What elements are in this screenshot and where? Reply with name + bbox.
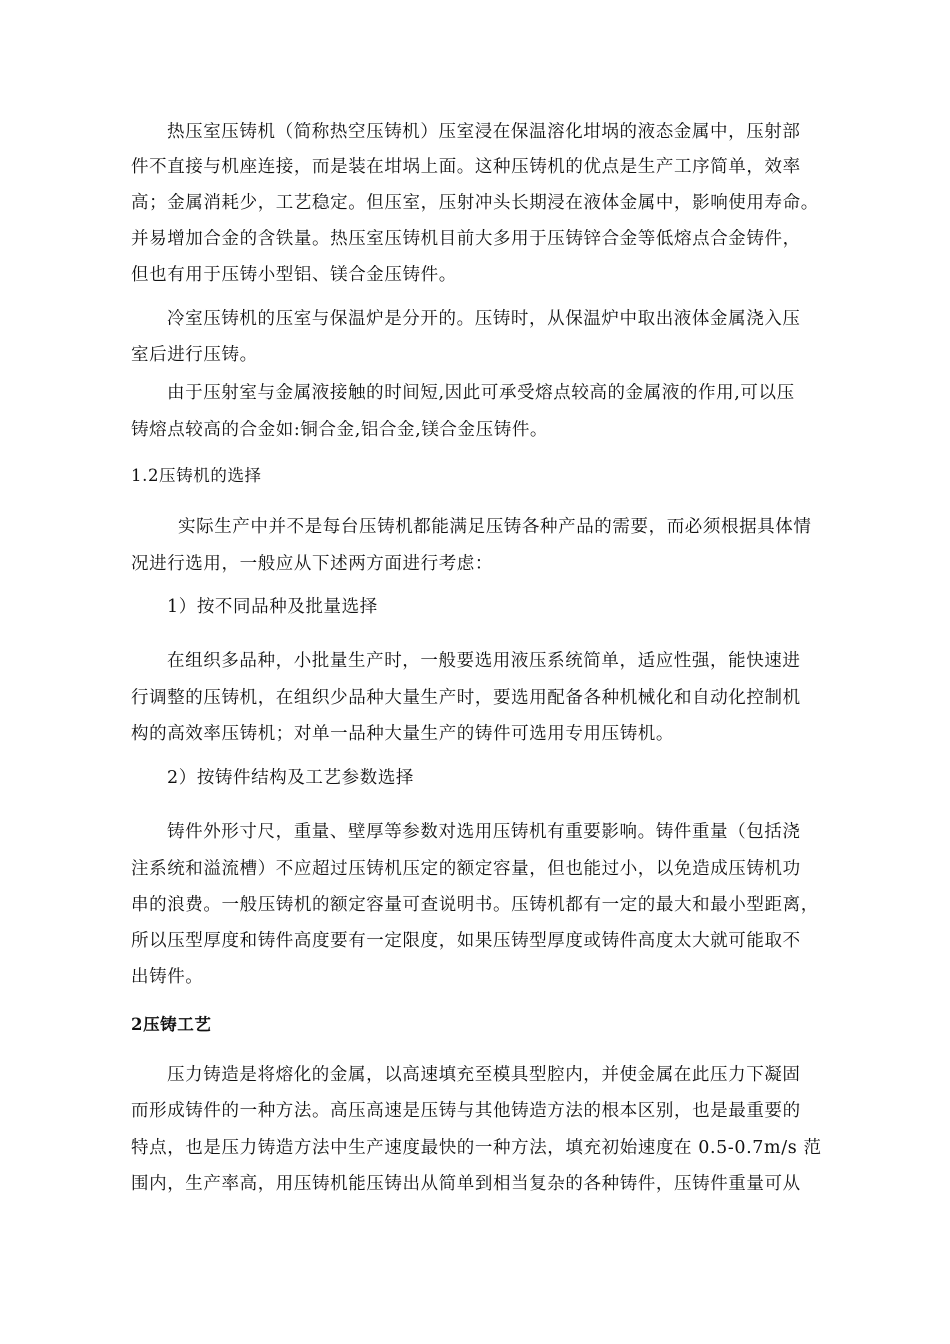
list-item-1: 1）按不同品种及批量选择 <box>167 597 378 617</box>
text-line: 室后进行压铸。 <box>131 345 258 365</box>
text-line: 围内，生产率高，用压铸机能压铸出从简单到相当复杂的各种铸件，压铸件重量可从 <box>131 1174 801 1194</box>
text-line: 由于压射室与金属液接触的时间短,因此可承受熔点较高的金属液的作用,可以压 <box>167 383 795 403</box>
text-line: 出铸件。 <box>131 967 204 987</box>
text-line: 构的高效率压铸机；对单一品种大量生产的铸件可选用专用压铸机。 <box>131 724 674 744</box>
text-line: 铸熔点较高的合金如:铜合金,铝合金,镁合金压铸件。 <box>131 420 549 440</box>
text-line: 热压室压铸机（简称热空压铸机）压室浸在保温溶化坩埚的液态金属中，压射部 <box>167 122 801 142</box>
text-line: 所以压型厚度和铸件高度要有一定限度，如果压铸型厚度或铸件高度太大就可能取不 <box>131 931 801 951</box>
text-line: 特点，也是压力铸造方法中生产速度最快的一种方法，填充初始速度在 0.5-0.7m/s 范 <box>131 1138 822 1158</box>
text-line: 压力铸造是将熔化的金属，以高速填充至模具型腔内，并使金属在此压力下凝固 <box>167 1065 801 1085</box>
text-line: 铸件外形寸尺，重量、壁厚等参数对选用压铸机有重要影响。铸件重量（包括浇 <box>167 822 801 842</box>
text-line: 在组织多品种，小批量生产时，一般要选用液压系统简单，适应性强，能快速进 <box>167 651 801 671</box>
text-line: 并易增加合金的含铁量。热压室压铸机目前大多用于压铸锌合金等低熔点合金铸件， <box>131 229 801 249</box>
section-heading-1-2: 1.2压铸机的选择 <box>131 466 262 485</box>
text-line: 但也有用于压铸小型铝、镁合金压铸件。 <box>131 265 457 285</box>
text-line: 实际生产中并不是每台压铸机都能满足压铸各种产品的需要，而必须根据具体情 <box>178 517 812 537</box>
text-line: 高；金属消耗少，工艺稳定。但压室，压射冲头长期浸在液体金属中，影响使用寿命。 <box>131 193 819 213</box>
text-line: 行调整的压铸机，在组织少品种大量生产时，要选用配备各种机械化和自动化控制机 <box>131 688 801 708</box>
text-line: 串的浪费。一般压铸机的额定容量可查说明书。压铸机都有一定的最大和最小型距离， <box>131 895 819 915</box>
list-item-2: 2）按铸件结构及工艺参数选择 <box>167 768 415 788</box>
text-line: 件不直接与机座连接，而是装在坩埚上面。这种压铸机的优点是生产工序简单，效率 <box>131 157 801 177</box>
text-line: 注系统和溢流槽）不应超过压铸机压定的额定容量，但也能过小，以免造成压铸机功 <box>131 859 801 879</box>
text-line: 冷室压铸机的压室与保温炉是分开的。压铸时，从保温炉中取出液体金属浇入压 <box>167 309 801 329</box>
text-line: 而形成铸件的一种方法。高压高速是压铸与其他铸造方法的根本区别，也是最重要的 <box>131 1101 801 1121</box>
section-heading-2: 2压铸工艺 <box>131 1015 212 1034</box>
text-line: 况进行选用，一般应从下述两方面进行考虑： <box>131 554 493 574</box>
